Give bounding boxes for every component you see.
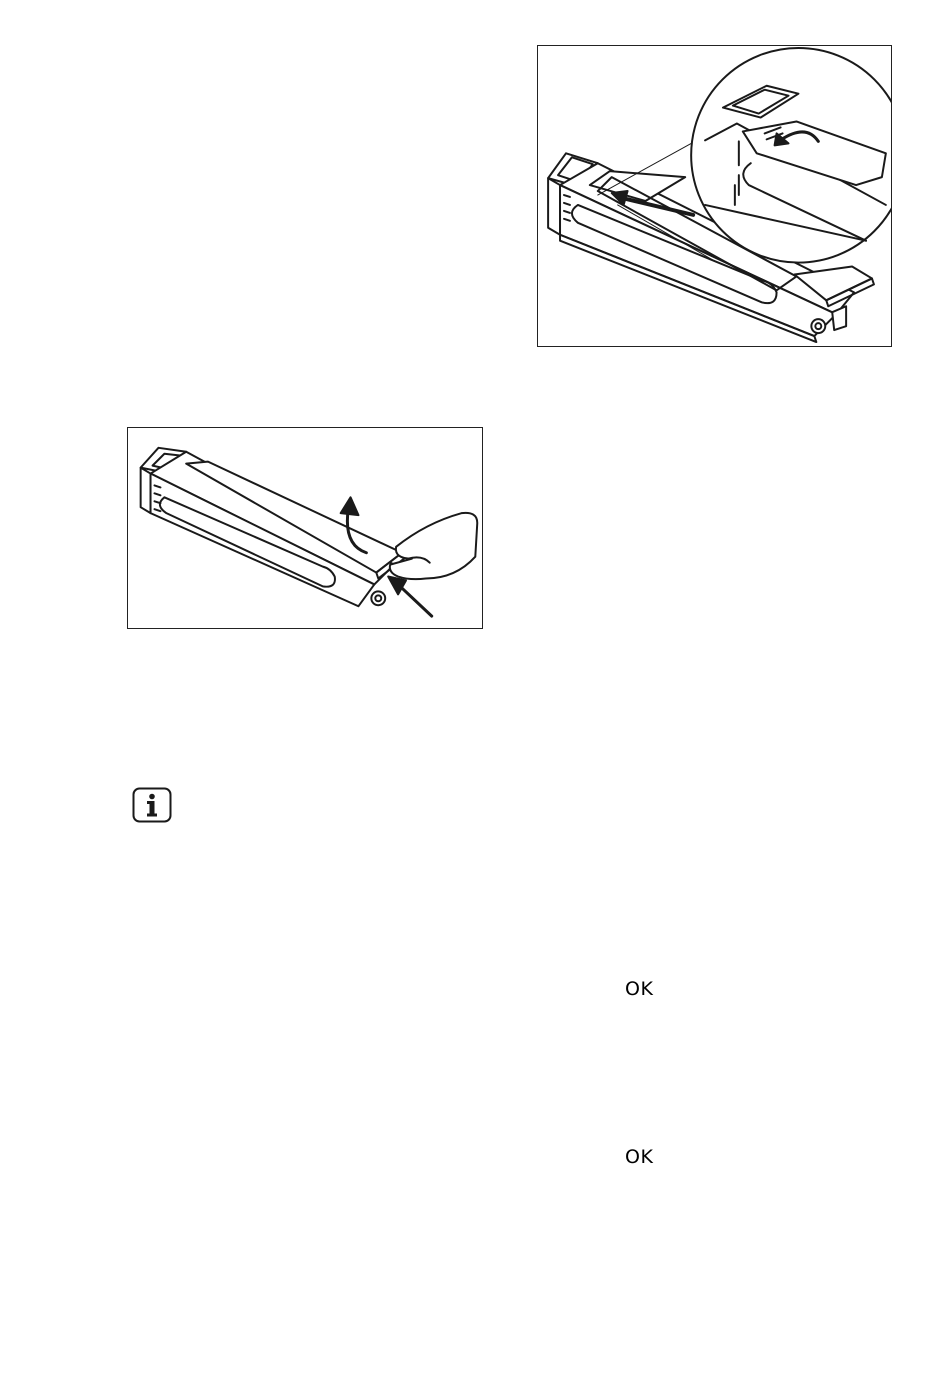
dispenser-refit-drawing [538,46,891,346]
info-icon [132,787,172,823]
figure-dispenser-refit [537,45,892,347]
ok-button-label: OK [625,978,654,1000]
figure-dispenser-removal [127,427,483,629]
dispenser-removal-drawing [128,428,482,628]
ok-button-label: OK [625,1146,654,1168]
